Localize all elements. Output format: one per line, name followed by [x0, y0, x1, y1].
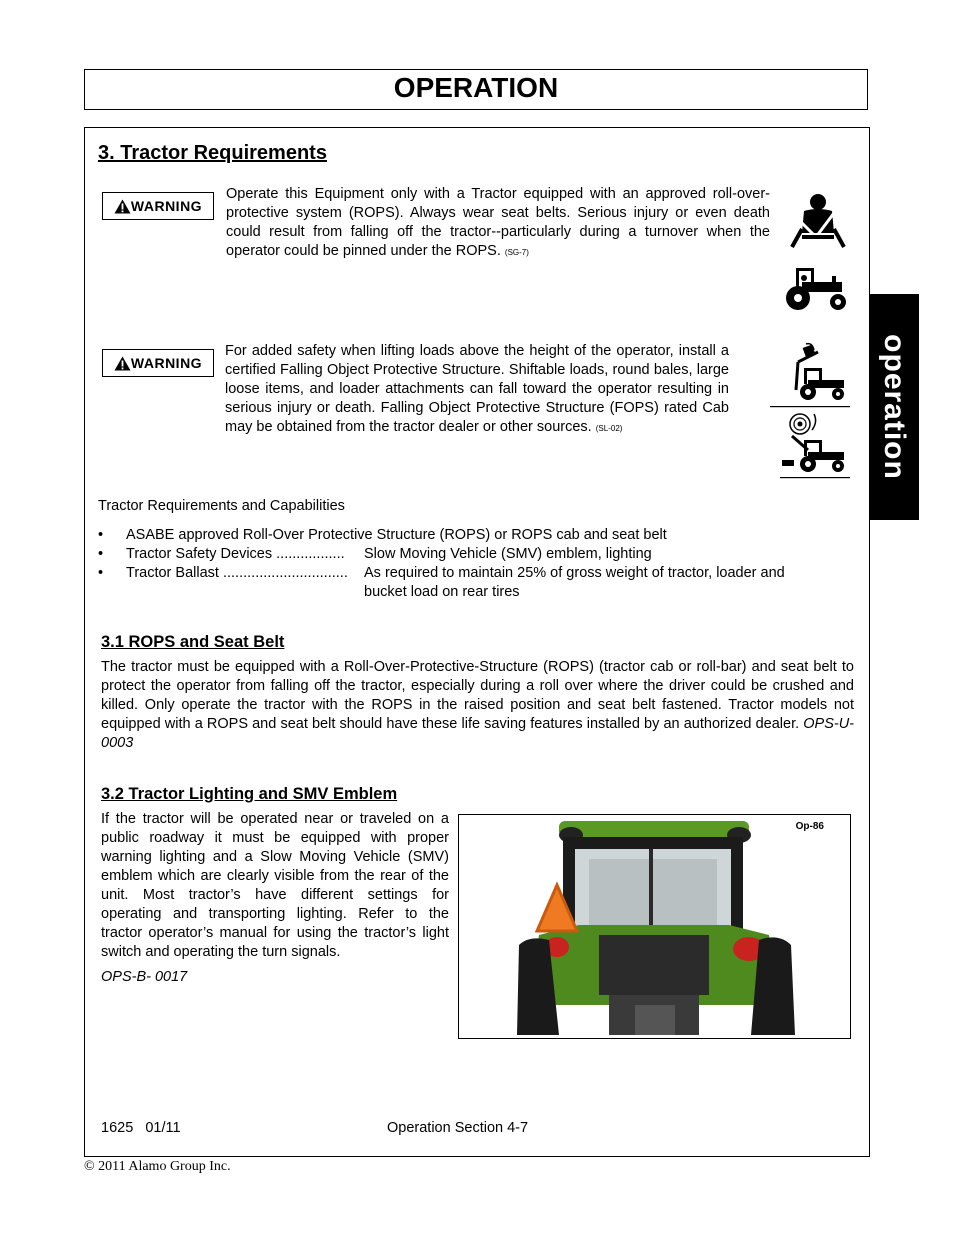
rops-text [101, 658, 854, 753]
bullet: • [98, 546, 104, 562]
page-title: OPERATION [393, 72, 559, 103]
warning-text-body: For added safety when lifting loads above the height of the operator, install a certified Falling Object Protective Structure. Shiftable loads, round bales, large loose items, and loader attachments can fall toward the operator resulting in serious injury or death. Falling Object Protective Structure (FOPS) rated Cab may be obtained from the tractor dealer or other sources. [225, 343, 729, 435]
requirement-value: As required to maintain 25% of gross weight of tractor, loader and bucket load on rear tires [364, 565, 785, 600]
requirement-value: Slow Moving Vehicle (SMV) emblem, lighting [364, 546, 652, 562]
warning-text-body: Operate this Equipment only with a Tractor equipped with an approved roll-over-protective system (ROPS). Always wear seat belts. Serious injury or even death could result from falling off the tractor--particularly during a turnover when the operator could be pinned under the ROPS. [226, 186, 770, 259]
warning-text [226, 185, 770, 262]
section-title: 3. Tractor Requirements [98, 142, 327, 164]
photo-label: Op-86 [795, 821, 824, 832]
tractor-photo [458, 814, 851, 1039]
requirements-heading: Tractor Requirements and Capabilities [98, 498, 345, 514]
requirement-label: Tractor Safety Devices ................. [126, 546, 345, 562]
falling-load-icon [768, 340, 852, 480]
warning-badge [102, 192, 214, 220]
tractor-rops-icon [784, 266, 848, 312]
bullet: • [98, 565, 104, 581]
rops-code: OPS-U- 0003 [101, 716, 855, 751]
lighting-title: 3.2 Tractor Lighting and SMV Emblem [101, 785, 398, 803]
copyright: © 2011 Alamo Group Inc. [84, 1159, 231, 1174]
lighting-text: If the tractor will be operated near or traveled on a public roadway it must be equipped with proper warning lighting and a Slow Moving Vehicle (SMV) emblem which are clearly visible from the rear of the unit. Most tractor’s have different settings for operating and transporting lighting. Refer to the tractor operator’s manual for using the tractor’s light switch and operating the turn signals. [101, 811, 449, 960]
rops-body: The tractor must be equipped with a Roll-Over-Protective-Structure (ROPS) (tractor cab or roll-bar) and seat belt to protect the operator from falling off the tractor, especially during a roll over where the driver could be crushed and killed. Only operate the tractor with the ROPS in the raised position and seat belt fastened. Tractor models not equipped with a ROPS and seat belt should have these life saving features installed by an authorized dealer. [101, 659, 854, 732]
side-tab [869, 294, 919, 520]
footer-model-date: 1625 01/11 [101, 1120, 181, 1136]
warning-code: (SG-7) [504, 248, 529, 257]
warning-text [225, 342, 729, 438]
warning-badge-label: WARNING [130, 355, 203, 371]
list-item [98, 564, 838, 602]
warning-triangle-icon [114, 356, 131, 371]
warning-badge-label: WARNING [130, 198, 203, 214]
list-item [98, 526, 838, 545]
tractor-rear-image [459, 815, 851, 1039]
bullet: • [98, 527, 104, 543]
footer-page: Operation Section 4-7 [387, 1120, 529, 1136]
warning-badge [102, 349, 214, 377]
requirement-label: ASABE approved Roll-Over Protective Structure (ROPS) or ROPS cab and seat belt [126, 527, 667, 543]
side-tab-label: operation [878, 334, 911, 480]
warning-triangle-icon [114, 199, 131, 214]
warning-code: (SL-02) [595, 424, 623, 433]
requirement-label: Tractor Ballast ............................... [126, 565, 348, 581]
lighting-code: OPS-B- 0017 [101, 969, 188, 985]
requirements-list [98, 526, 838, 602]
seat-belt-icon [788, 193, 848, 253]
list-item [98, 545, 838, 564]
rops-title: 3.1 ROPS and Seat Belt [101, 633, 285, 651]
